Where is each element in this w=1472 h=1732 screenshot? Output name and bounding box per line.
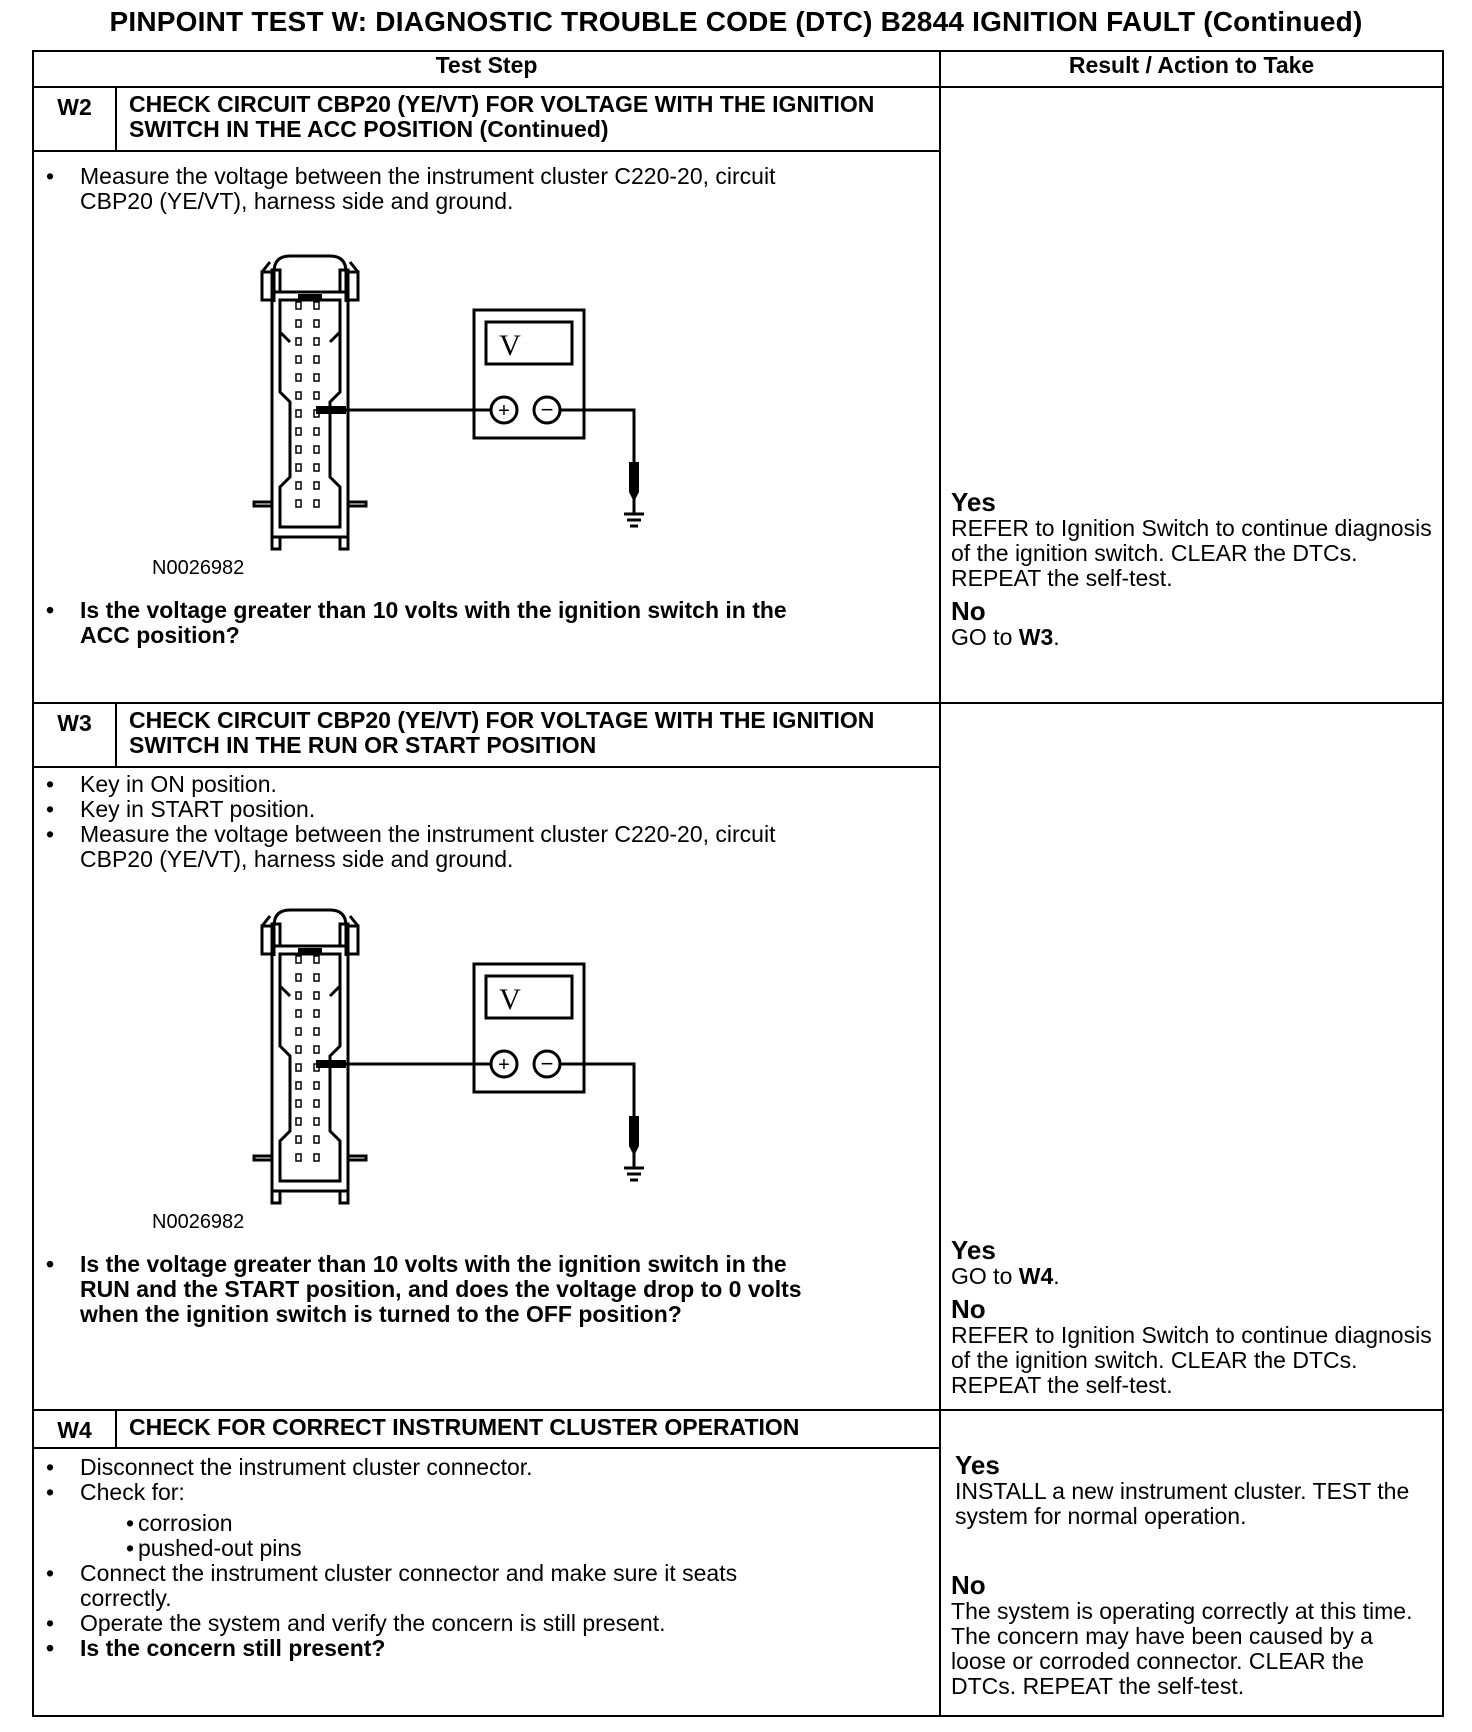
step-id-w3: W3 xyxy=(33,703,116,767)
minus-terminal-icon: − xyxy=(540,397,554,422)
page-title: PINPOINT TEST W: DIAGNOSTIC TROUBLE CODE (DTC) B2844 IGNITION FAULT (Continued) xyxy=(109,6,1363,37)
step-header-row-w4 xyxy=(33,1410,1443,1448)
voltmeter-symbol-w3: V xyxy=(499,983,521,1016)
instruction-w2: • Measure the voltage between the instrument cluster C220-20, circuit CBP20 (YE/VT), harness side and ground. xyxy=(34,164,814,214)
no-text-w2: GO to W3. xyxy=(951,624,1060,650)
yes-label-w3: Yes xyxy=(951,1235,996,1265)
result-cell-w4 xyxy=(940,1410,1443,1716)
plus-terminal-icon: + xyxy=(498,400,510,422)
col-header-test-step: Test Step xyxy=(33,51,940,87)
question-w3: • Is the voltage greater than 10 volts with the ignition switch in the RUN and the START position, and does the voltage drop to 0 volts when the ignition switch is turned to the OFF position? xyxy=(34,1252,824,1327)
step-heading-w2: CHECK CIRCUIT CBP20 (YE/VT) FOR VOLTAGE WITH THE IGNITION SWITCH IN THE ACC POSITION (Continued) xyxy=(116,87,940,151)
no-text-w4: The system is operating correctly at this time. The concern may have been caused by a loose or corroded connector. CLEAR the DTCs. REPEAT the self-test. xyxy=(951,1598,1413,1699)
col-header-result: Result / Action to Take xyxy=(940,51,1443,87)
voltmeter-diagram-w2 xyxy=(234,252,714,552)
no-text-w3: REFER to Ignition Switch to continue diagnosis of the ignition switch. CLEAR the DTCs. REPEAT the self-test. xyxy=(951,1322,1432,1398)
step-w4-3: • Connect the instrument cluster connector and make sure it seats correctly. xyxy=(34,1561,834,1611)
step-w4-4: • Operate the system and verify the concern is still present. xyxy=(34,1611,834,1636)
plus-terminal-icon: + xyxy=(498,1054,510,1076)
yes-text-w2: REFER to Ignition Switch to continue diagnosis of the ignition switch. CLEAR the DTCs. REPEAT the self-test. xyxy=(951,515,1432,591)
voltmeter-diagram-w3 xyxy=(234,906,714,1206)
check-item-corrosion: • corrosion xyxy=(80,1511,834,1536)
step-w3-2: • Key in START position. xyxy=(34,797,814,822)
minus-terminal-icon: − xyxy=(540,1051,554,1076)
pinpoint-test-table xyxy=(32,50,1444,1717)
step-w3-3: • Measure the voltage between the instrument cluster C220-20, circuit CBP20 (YE/VT), harness side and ground. xyxy=(34,822,814,872)
question-w2: • Is the voltage greater than 10 volts with the ignition switch in the ACC position? xyxy=(34,598,824,648)
figure-id-w2: N0026982 xyxy=(152,557,245,579)
step-id-w2: W2 xyxy=(33,87,116,151)
step-body-w4 xyxy=(33,1448,940,1716)
step-header-row-w3 xyxy=(33,703,1443,767)
yes-text-w4: INSTALL a new instrument cluster. TEST the system for normal operation. xyxy=(955,1478,1410,1529)
step-w4-2: • Check for: • corrosion • pushed-out pins xyxy=(34,1480,834,1561)
no-label-w4: No xyxy=(951,1570,986,1600)
yes-text-w3: GO to W4. xyxy=(951,1263,1060,1289)
no-label-w3: No xyxy=(951,1294,986,1324)
result-cell-w2 xyxy=(940,87,1443,703)
yes-label-w2: Yes xyxy=(951,487,996,517)
table-header-row xyxy=(33,51,1443,87)
step-id-w4: W4 xyxy=(33,1410,116,1448)
step-w3-1: • Key in ON position. xyxy=(34,772,814,797)
step-body-w3 xyxy=(33,767,940,1410)
step-heading-w3: CHECK CIRCUIT CBP20 (YE/VT) FOR VOLTAGE WITH THE IGNITION SWITCH IN THE RUN OR START POSITION xyxy=(116,703,940,767)
figure-id-w3: N0026982 xyxy=(152,1211,245,1233)
step-header-row-w2 xyxy=(33,87,1443,151)
result-cell-w3 xyxy=(940,703,1443,1410)
check-item-pushed-out-pins: • pushed-out pins xyxy=(80,1536,834,1561)
no-label-w2: No xyxy=(951,596,986,626)
step-heading-w4: CHECK FOR CORRECT INSTRUMENT CLUSTER OPERATION xyxy=(116,1410,940,1448)
step-body-w2 xyxy=(33,151,940,703)
yes-label-w4: Yes xyxy=(955,1450,1000,1480)
voltmeter-symbol-w2: V xyxy=(499,329,521,362)
step-w4-1: • Disconnect the instrument cluster connector. xyxy=(34,1455,834,1480)
question-w4: • Is the concern still present? xyxy=(34,1636,834,1661)
